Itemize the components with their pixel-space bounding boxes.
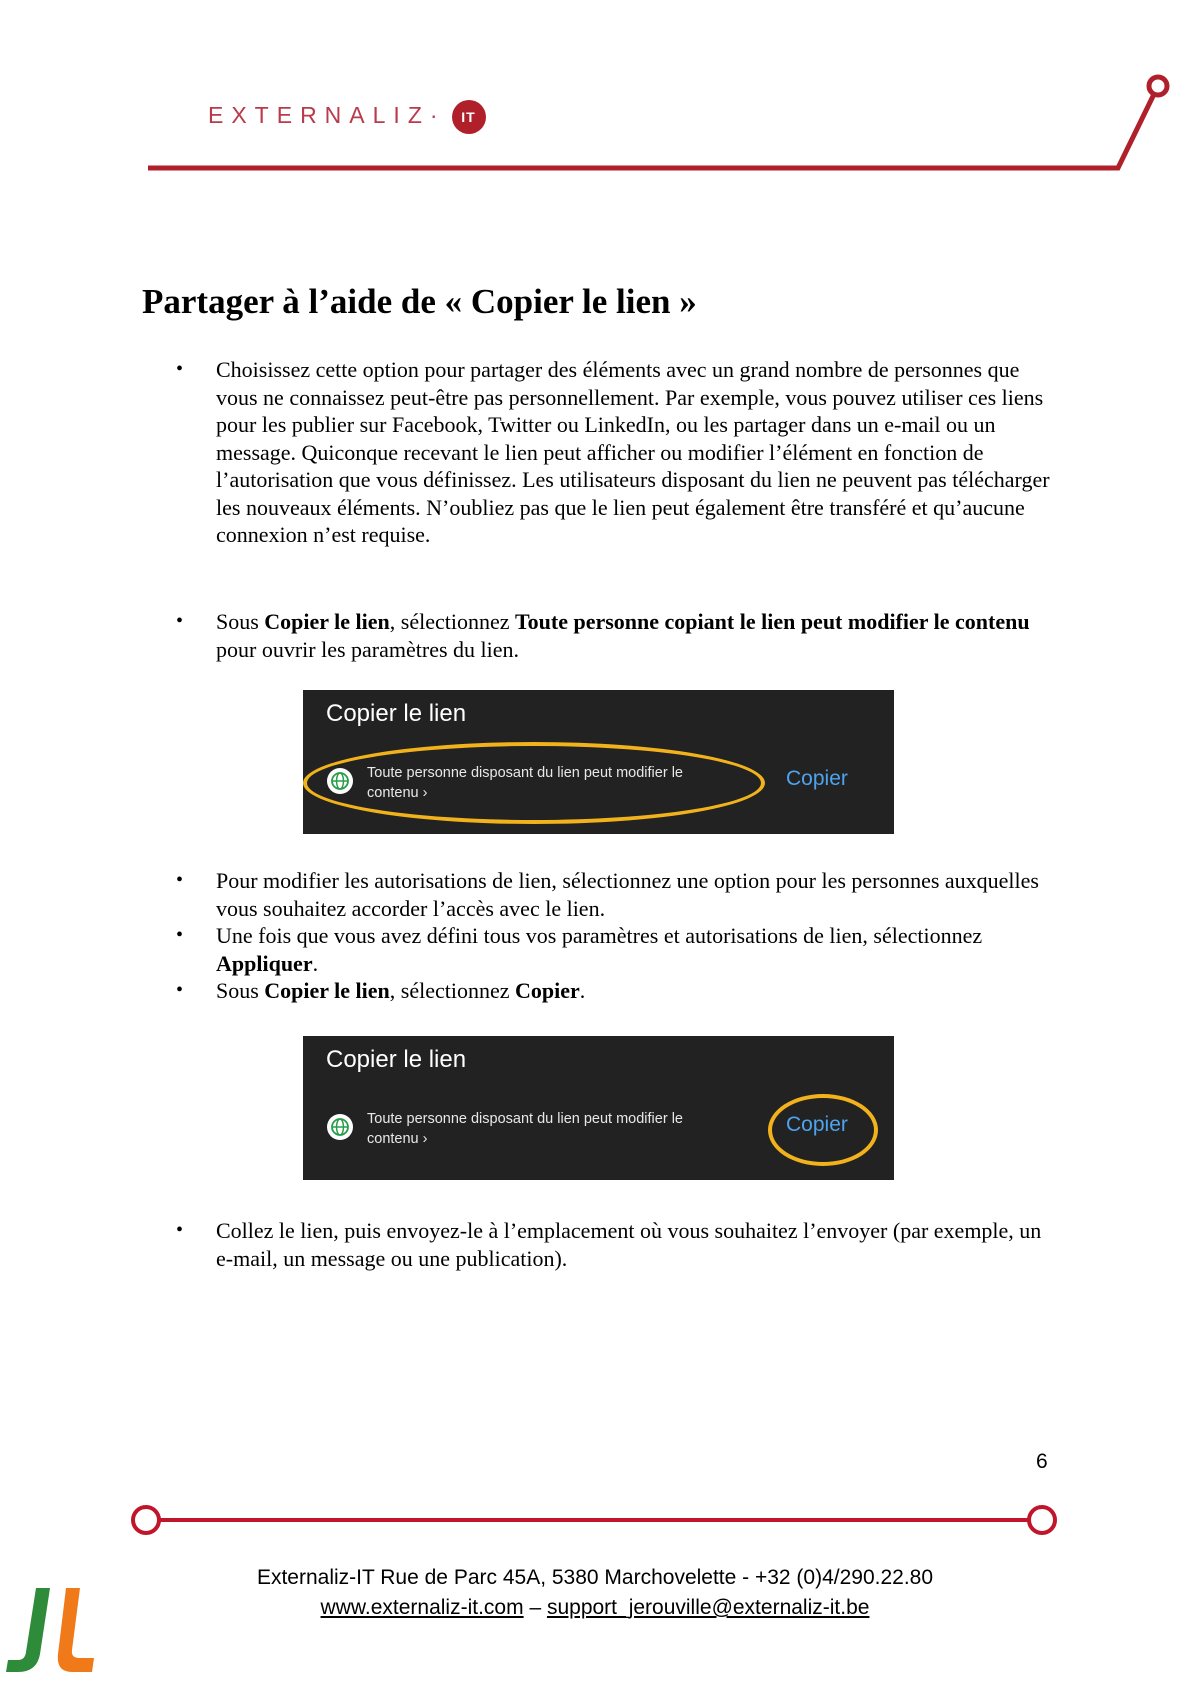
list-item: • Choisissez cette option pour partager des éléments avec un grand nombre de personnes que vous ne connaissez peut-être pas personnellement. Par exemple, vous pouvez utiliser ces liens pour les publier sur Facebook, Twitter ou LinkedIn, ou les partager dans un e-mail ou un message. Quiconque recevant le lien peut afficher ou modifier l’élément en fonction de l’autorisation que vous définissez. Les utilisateurs disposant du lien ne peuvent pas télécharger les nouveaux éléments. N’oubliez pas que le lien peut également être transféré et qu’aucune connexion n’est requise. <box>142 356 1062 549</box>
copy-link-screenshot-2 <box>303 1036 894 1180</box>
final-list <box>142 1217 1062 1272</box>
step-list-1 <box>142 608 1062 663</box>
footer-address: Externaliz-IT Rue de Parc 45A, 5380 Marchovelette - +32 (0)4/290.22.80 <box>256 1566 934 1589</box>
link-permission-option[interactable]: Toute personne disposant du lien peut modifier le contenu › <box>367 1111 683 1147</box>
copy-button[interactable]: Copier <box>786 767 848 790</box>
highlight-ellipse <box>303 742 765 824</box>
jl-logo <box>0 1584 110 1684</box>
list-item: • Collez le lien, puis envoyez-le à l’emplacement où vous souhaitez l’envoyer (par exemple, un e-mail, un message ou une publication). <box>142 1217 1062 1272</box>
logo-text: EXTERNALIZ· <box>208 102 446 129</box>
footer-decoration-line <box>0 1500 1190 1540</box>
footer-separator: – <box>523 1596 547 1619</box>
header-decoration-line <box>0 0 1190 190</box>
website-link[interactable]: www.externaliz-it.com <box>320 1596 524 1619</box>
highlight-ellipse <box>768 1094 878 1166</box>
list-item: • Une fois que vous avez défini tous vos paramètres et autorisations de lien, sélectionnez Appliquer. <box>142 922 1062 977</box>
section-title: Partager à l’aide de « Copier le lien » <box>142 282 697 321</box>
step-list-2 <box>142 867 1062 1005</box>
copy-button[interactable]: Copier <box>786 1113 848 1136</box>
panel-title: Copier le lien <box>326 700 467 727</box>
panel-title: Copier le lien <box>326 1046 467 1073</box>
globe-icon <box>326 1113 354 1141</box>
footer-links <box>0 1596 1190 1620</box>
page-number: 6 <box>1036 1450 1048 1473</box>
list-item: • Sous Copier le lien, sélectionnez Toute personne copiant le lien peut modifier le contenu pour ouvrir les paramètres du lien. <box>142 608 1062 663</box>
email-link[interactable]: support_jerouville@externaliz-it.be <box>546 1596 870 1619</box>
intro-list <box>142 356 1062 549</box>
copy-link-screenshot-1 <box>303 690 894 834</box>
list-item: • Sous Copier le lien, sélectionnez Copier. <box>142 977 1062 1005</box>
logo-badge: IT <box>452 100 486 134</box>
link-permission-option[interactable]: Toute personne disposant du lien peut modifier le contenu › <box>367 765 683 801</box>
list-item: • Pour modifier les autorisations de lien, sélectionnez une option pour les personnes auxquelles vous souhaitez accorder l’accès avec le lien. <box>142 867 1062 922</box>
